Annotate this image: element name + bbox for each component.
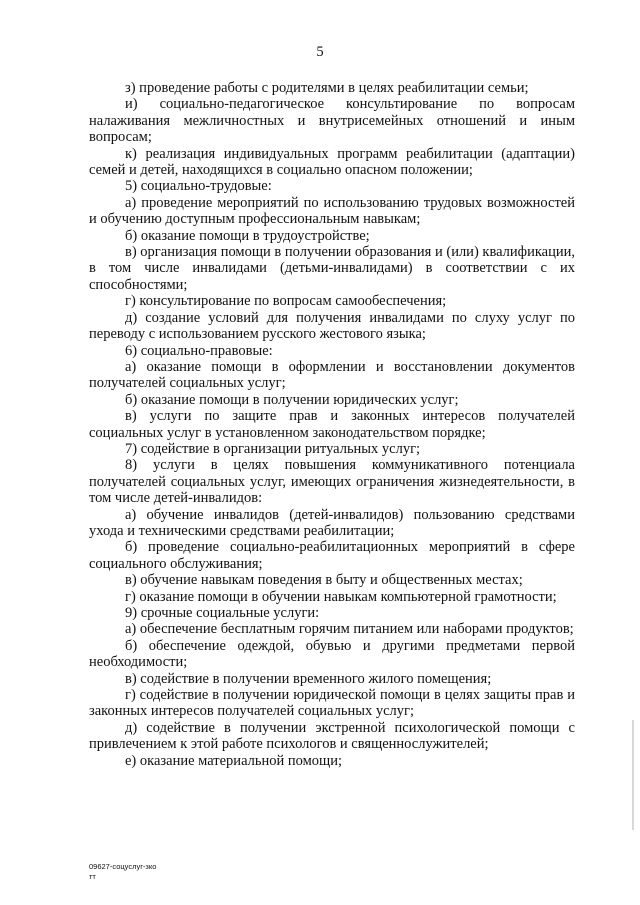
- paragraph: 9) срочные социальные услуги:: [125, 605, 320, 621]
- paragraph: б) оказание помощи в трудоустройстве;: [125, 227, 370, 244]
- paragraph: б) оказание помощи в получении юридических услуг;: [125, 391, 459, 408]
- paragraph: в) содействие в получении временного жилого помещения;: [125, 670, 492, 687]
- document-body: [89, 80, 575, 769]
- document-code: 09627-соцуслуг-зко: [89, 862, 157, 871]
- scan-edge-mark: [632, 720, 634, 830]
- paragraph: 5) социально-трудовые:: [125, 178, 272, 195]
- paragraph: к) реализация индивидуальных программ реабилитации (адаптации) семей и детей, находящихся в социально опасном положении;: [89, 145, 575, 179]
- paragraph: а) оказание помощи в оформлении и восстановлении документов получателей социальных услуг;: [89, 358, 575, 392]
- paragraph: 8) услуги в целях повышения коммуникативного потенциала получателей социальных услуг, имеющих ограничения жизнедеятельности, в том числе детей-инвалидов:: [89, 457, 575, 507]
- paragraph: г) содействие в получении юридической помощи в целях защиты прав и законных интересов получателей социальных услуг;: [89, 687, 575, 720]
- page-number: 5: [316, 44, 324, 60]
- paragraph: г) консультирование по вопросам самообеспечения;: [125, 293, 447, 310]
- paragraph: з) проведение работы с родителями в целях реабилитации семьи;: [125, 80, 529, 96]
- paragraph: а) проведение мероприятий по использованию трудовых возможностей и обучению доступным профессиональным навыкам;: [89, 194, 575, 228]
- paragraph: б) проведение социально-реабилитационных мероприятий в сфере социального обслуживания;: [89, 539, 575, 572]
- author-initials: тт: [89, 872, 96, 881]
- paragraph: е) оказание материальной помощи;: [125, 752, 342, 769]
- paragraph: в) обучение навыкам поведения в быту и общественных местах;: [125, 572, 523, 589]
- paragraph: и) социально-педагогическое консультирование по вопросам налаживания межличностных и внутрисемейных отношений и иным вопросам;: [89, 96, 575, 146]
- paragraph: а) обучение инвалидов (детей-инвалидов) пользованию средствами ухода и техническими средствами реабилитации;: [89, 506, 575, 539]
- paragraph: в) услуги по защите прав и законных интересов получателей социальных услуг в установленном законодательством порядке;: [89, 408, 575, 441]
- paragraph: 7) содействие в организации ритуальных услуг;: [125, 440, 421, 457]
- paragraph: д) содействие в получении экстренной психологической помощи с привлечением к этой работе психологов и священнослужителей;: [89, 719, 575, 753]
- paragraph: 6) социально-правовые:: [125, 342, 273, 359]
- paragraph: а) обеспечение бесплатным горячим питанием или наборами продуктов;: [125, 621, 574, 638]
- document-footer: [89, 862, 156, 882]
- paragraph: в) организация помощи в получении образования и (или) квалификации, в том числе инвалидами (детьми-инвалидами) в соответствии с их способностями;: [89, 244, 575, 293]
- paragraph: д) создание условий для получения инвалидами по слуху услуг по переводу с использованием русского жестового языка;: [89, 309, 575, 343]
- paragraph: б) обеспечение одеждой, обувью и другими предметами первой необходимости;: [89, 637, 575, 671]
- paragraph: г) оказание помощи в обучении навыкам компьютерной грамотности;: [125, 588, 557, 605]
